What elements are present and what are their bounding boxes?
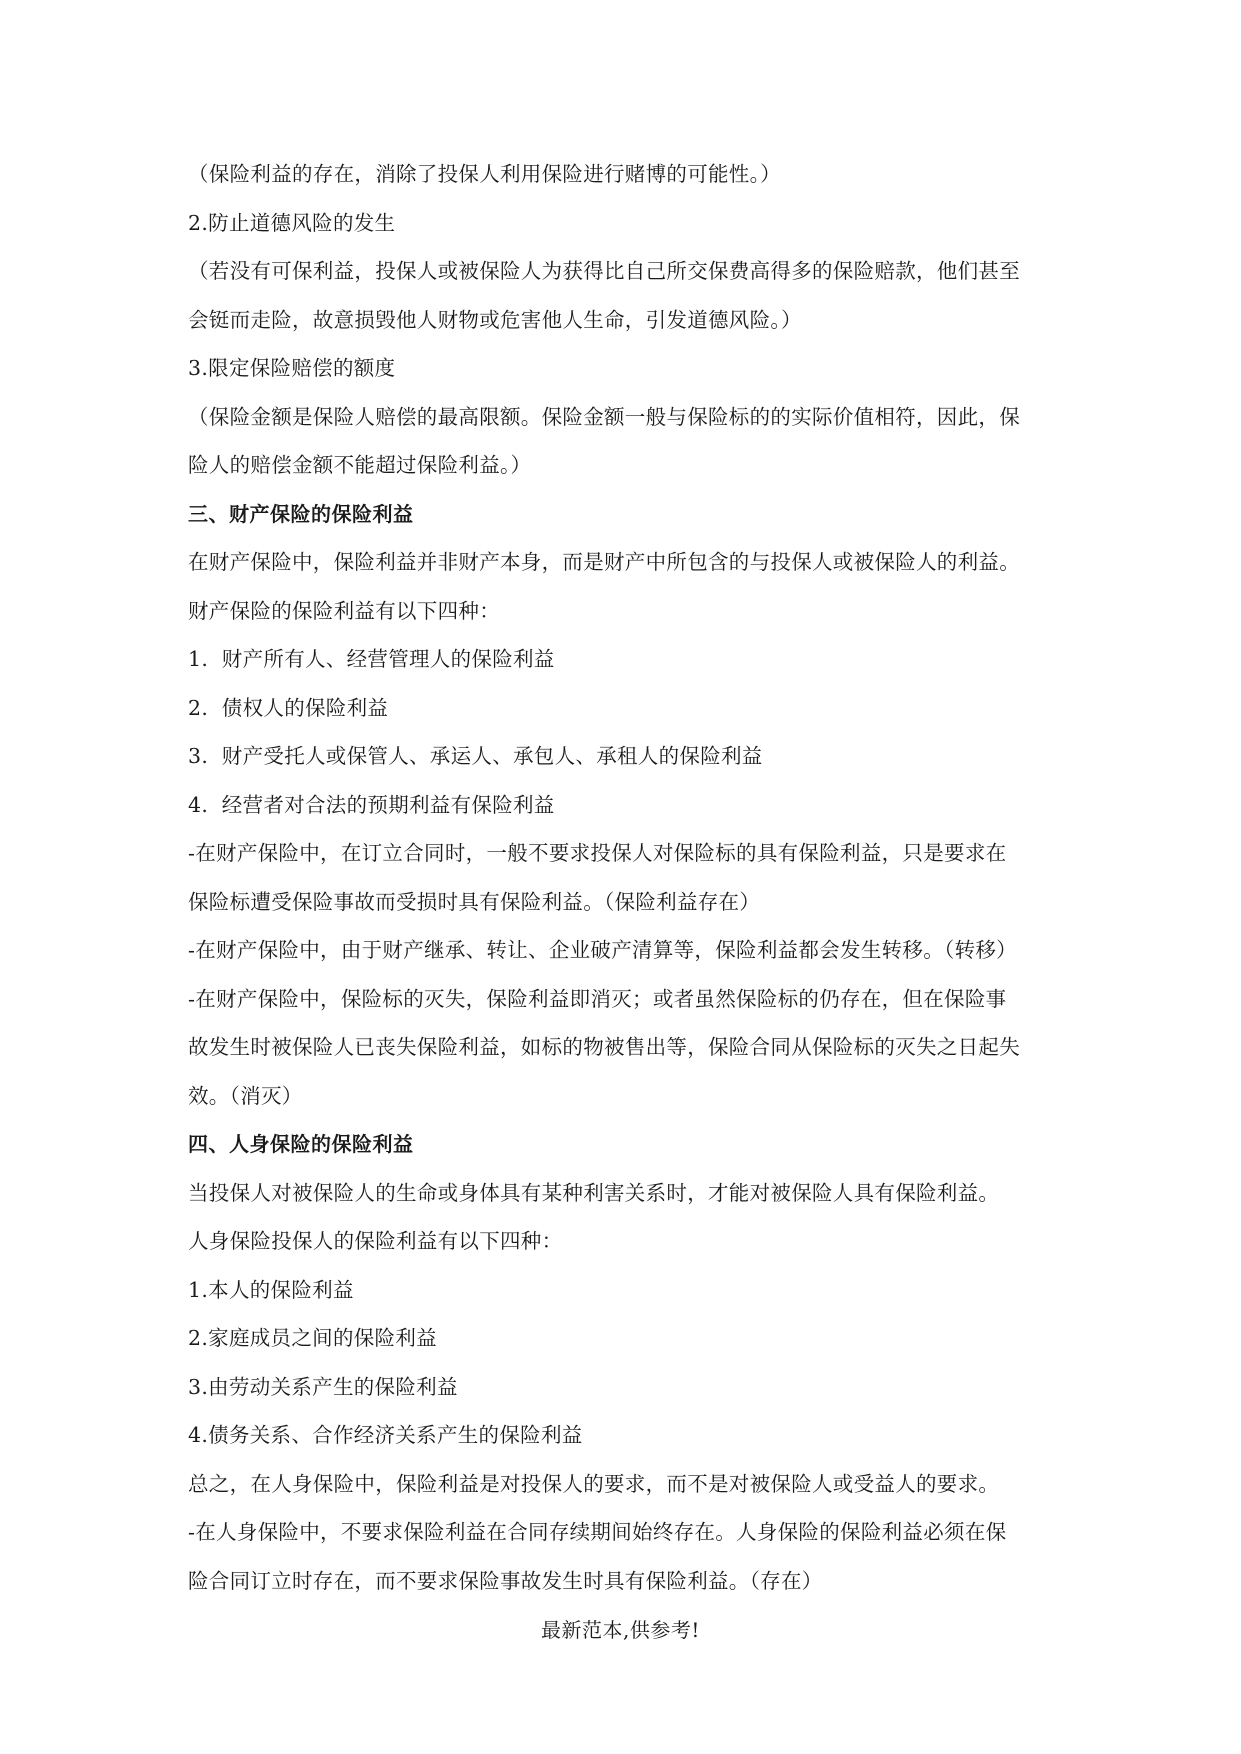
page-footer: 最新范本,供参考! [541, 1618, 700, 1642]
list-item: 3. 财产受托人或保管人、承运人、承包人、承租人的保险利益 [188, 744, 763, 768]
paragraph-line: 总之，在人身保险中，保险利益是对投保人的要求，而不是对被保险人或受益人的要求。 [188, 1471, 1000, 1496]
paragraph-line: 保险标遭受保险事故而受损时具有保险利益。（保险利益存在） [188, 889, 761, 914]
paragraph-line: 效。（消灭） [188, 1083, 303, 1108]
list-item: 1.本人的保险利益 [188, 1277, 354, 1302]
section-heading: 四、人身保险的保险利益 [188, 1132, 414, 1156]
paragraph-line: （若没有可保利益，投保人或被保险人为获得比自己所交保费高得多的保险赔款，他们甚至 [188, 259, 1020, 283]
paragraph-line: -在财产保险中，由于财产继承、转让、企业破产清算等，保险利益都会发生转移。（转移） [188, 938, 1017, 962]
paragraph-line: 人身保险投保人的保险利益有以下四种： [188, 1229, 563, 1253]
list-item: 3.由劳动关系产生的保险利益 [188, 1374, 458, 1399]
document-body [188, 150, 1058, 1605]
paragraph-line: 故发生时被保险人已丧失保险利益，如标的物被售出等，保险合同从保险标的灭失之日起失 [188, 1035, 1020, 1059]
list-item: 2.防止道德风险的发生 [188, 210, 396, 235]
paragraph-line: -在人身保险中，不要求保险利益在合同存续期间始终存在。人身保险的保险利益必须在保 [188, 1520, 1007, 1544]
list-item: 4.债务关系、合作经济关系产生的保险利益 [188, 1423, 583, 1447]
paragraph-line: 在财产保险中，保险利益并非财产本身，而是财产中所包含的与投保人或被保险人的利益。 [188, 550, 1020, 574]
paragraph-line: （保险利益的存在，消除了投保人利用保险进行赌博的可能性。） [188, 162, 781, 186]
paragraph-line: -在财产保险中，保险标的灭失，保险利益即消灭；或者虽然保险标的仍存在，但在保险事 [188, 986, 1007, 1011]
list-item: 4. 经营者对合法的预期利益有保险利益 [188, 792, 555, 817]
list-item: 2. 债权人的保险利益 [188, 695, 389, 720]
paragraph-line: 险合同订立时存在，而不要求保险事故发生时具有保险利益。（存在） [188, 1568, 823, 1593]
paragraph-line: （保险金额是保险人赔偿的最高限额。保险金额一般与保险标的的实际价值相符，因此，保 [188, 404, 1020, 429]
paragraph-line: -在财产保险中，在订立合同时，一般不要求投保人对保险标的具有保险利益，只是要求在 [188, 841, 1007, 865]
paragraph-line: 险人的赔偿金额不能超过保险利益。） [188, 453, 532, 477]
paragraph-line: 财产保险的保险利益有以下四种： [188, 598, 500, 623]
paragraph-line: 当投保人对被保险人的生命或身体具有某种利害关系时，才能对被保险人具有保险利益。 [188, 1180, 1000, 1205]
list-item: 2.家庭成员之间的保险利益 [188, 1326, 437, 1350]
list-item: 1. 财产所有人、经营管理人的保险利益 [188, 647, 555, 671]
section-heading: 三、财产保险的保险利益 [188, 501, 414, 526]
list-item: 3.限定保险赔偿的额度 [188, 356, 396, 380]
paragraph-line: 会铤而走险，故意损毁他人财物或危害他人生命，引发道德风险。） [188, 307, 802, 332]
